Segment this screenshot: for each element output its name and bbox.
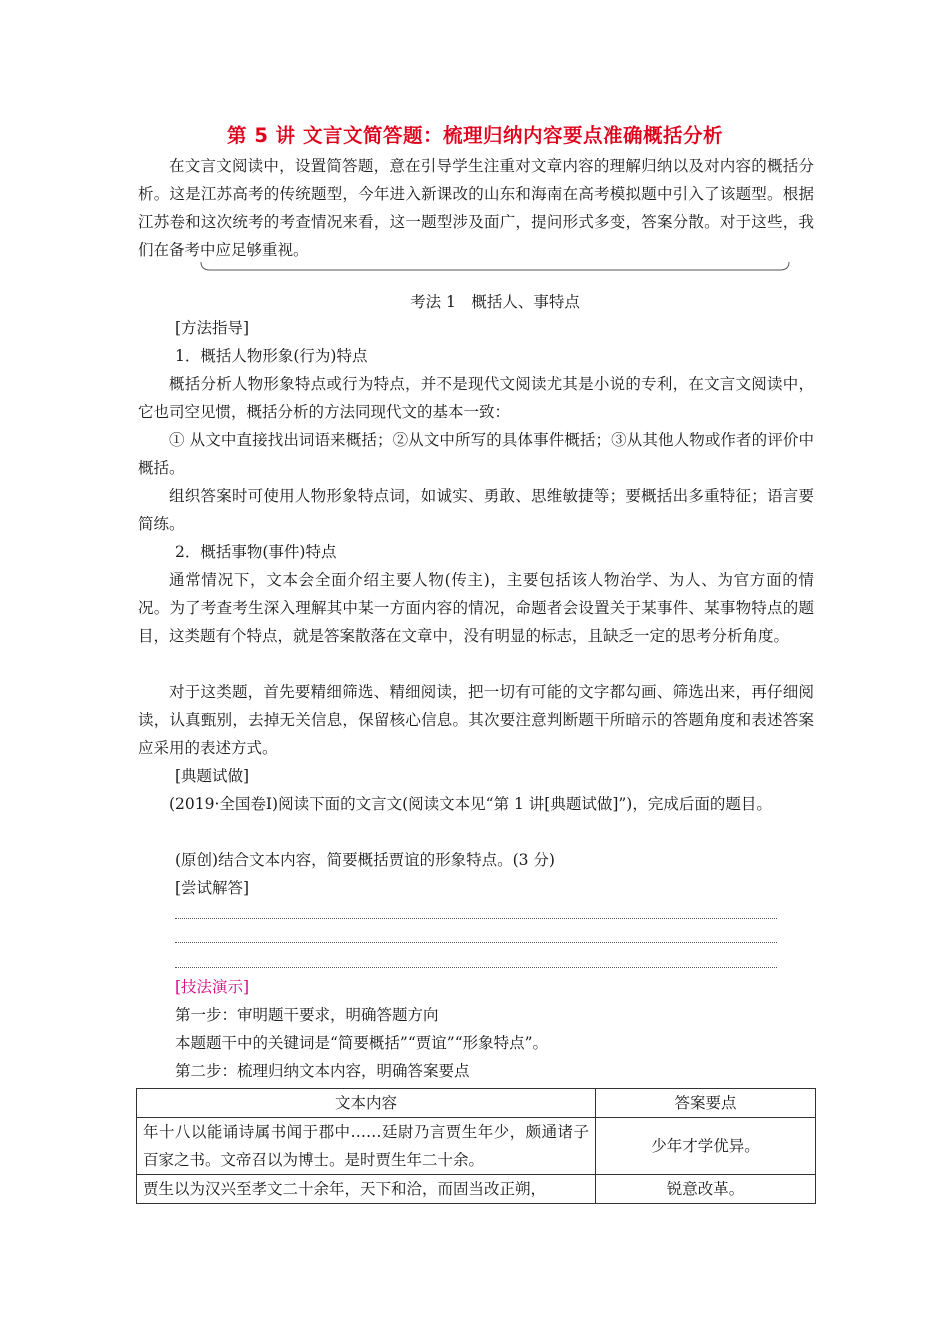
table-row xyxy=(137,1175,816,1204)
step-one: 第一步：审明题干要求，明确答题方向 xyxy=(175,1006,439,1024)
paragraph-screening: 对于这类题，首先要精细筛选、精细阅读，把一切有可能的文字都勾画、筛选出来，再仔细阅读，认真甄别，去掉无关信息，保留核心信息。其次要注意判断题干所暗示的答题角度和表述答案应采用的表述方式。 xyxy=(138,683,814,757)
paragraph-answer-tips: 组织答案时可使用人物形象特点词，如诚实、勇敢、思维敏捷等；要概括出多重特征；语言要简练。 xyxy=(138,487,814,533)
analysis-table xyxy=(136,1088,816,1204)
example-heading: [典题试做] xyxy=(175,767,250,785)
table-cell-answer: 少年才学优异。 xyxy=(596,1118,816,1175)
section-title: 考法 1 概括人、事特点 xyxy=(410,293,580,311)
intro-paragraph: 在文言文阅读中，设置简答题，意在引导学生注重对文章内容的理解归纳以及对内容的概括分析。这是江苏高考的传统题型，今年进入新课改的山东和海南在高考模拟题中引入了该题型。根据江苏卷和这次统考的考查情况来看，这一题型涉及面广，提问形式多变，答案分散。对于这些，我们在备考中应足够重视。 xyxy=(138,157,814,259)
heading-character-traits: 1．概括人物形象(行为)特点 xyxy=(175,347,368,365)
demo-heading: [技法演示] xyxy=(175,978,250,996)
heading-event-traits: 2．概括事物(事件)特点 xyxy=(175,543,337,561)
table-cell-text: 年十八以能诵诗属书闻于郡中……廷尉乃言贾生年少，颇通诸子百家之书。文帝召以为博士。是时贾生年二十余。 xyxy=(137,1118,596,1175)
question-text: (原创)结合文本内容，简要概括贾谊的形象特点。(3 分) xyxy=(175,851,555,869)
table-row xyxy=(137,1118,816,1175)
try-heading: [尝试解答] xyxy=(175,879,250,897)
answer-line xyxy=(175,918,777,919)
table-header-text-content: 文本内容 xyxy=(137,1089,596,1118)
table-cell-answer: 锐意改革。 xyxy=(596,1175,816,1204)
answer-line xyxy=(175,942,777,943)
table-cell-text: 贾生以为汉兴至孝文二十余年，天下和洽，而固当改正朔， xyxy=(137,1175,596,1204)
example-text: (2019·全国卷Ⅰ)阅读下面的文言文(阅读文本见“第 1 讲[典题试做]”)，完成后面的题目。 xyxy=(169,795,772,813)
table-header-row xyxy=(137,1089,816,1118)
paragraph-event-traits: 通常情况下，文本会全面介绍主要人物(传主)，主要包括该人物治学、为人、为官方面的情况。为了考查考生深入理解其中某一方面内容的情况，命题者会设置关于某事件、某事物特点的题目，这类题有个特点，就是答案散落在文章中，没有明显的标志，且缺乏一定的思考分析角度。 xyxy=(138,571,814,645)
table-header-answer-points: 答案要点 xyxy=(596,1089,816,1118)
page-title: 第 5 讲 文言文简答题：梳理归纳内容要点准确概括分析 xyxy=(227,124,723,147)
method-heading: [方法指导] xyxy=(175,319,250,337)
answer-line xyxy=(175,967,777,968)
paragraph-traits: 概括分析人物形象特点或行为特点，并不是现代文阅读尤其是小说的专利，在文言文阅读中，它也司空见惯，概括分析的方法同现代文的基本一致： xyxy=(138,375,814,421)
step-one-detail: 本题题干中的关键词是“简要概括”“贾谊”“形象特点”。 xyxy=(175,1034,549,1052)
brace-divider xyxy=(200,262,790,274)
paragraph-methods: ① 从文中直接找出词语来概括；②从文中所写的具体事件概括；③从其他人物或作者的评价中概括。 xyxy=(138,431,814,477)
step-two: 第二步：梳理归纳文本内容，明确答案要点 xyxy=(175,1062,470,1080)
